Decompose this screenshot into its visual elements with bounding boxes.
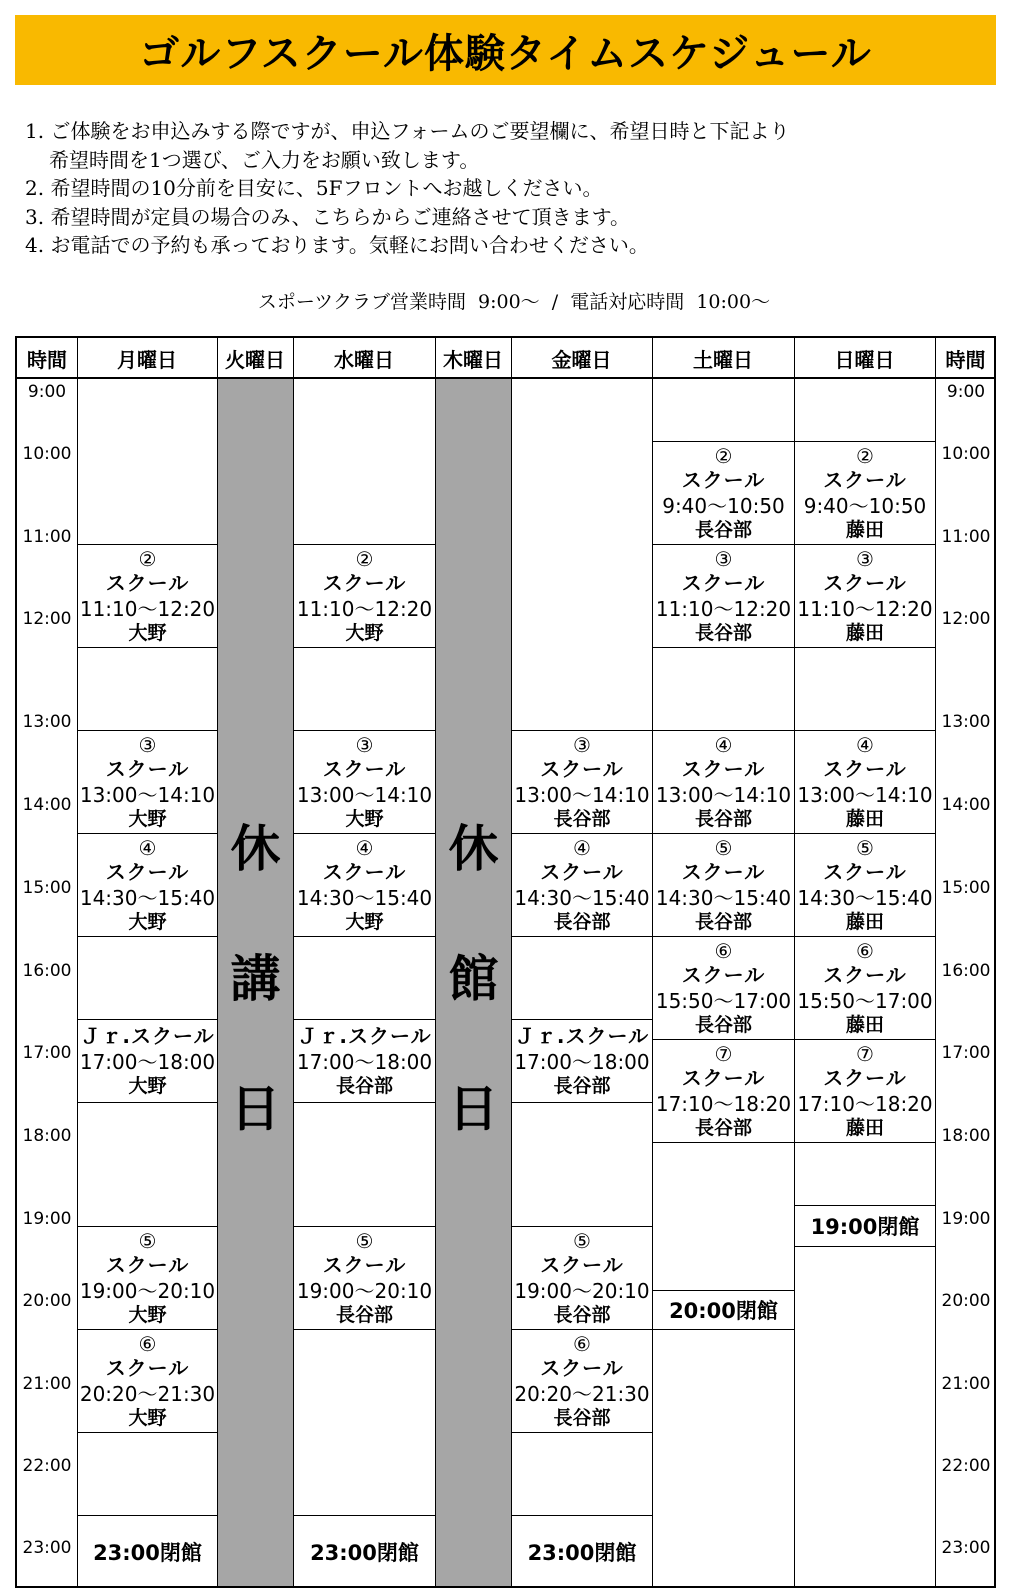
- time-label: 14:00: [22, 795, 72, 815]
- time-label: 15:00: [941, 878, 991, 898]
- lesson-instructor: 大野: [345, 622, 384, 644]
- time-label: 13:00: [22, 712, 72, 732]
- time-label: 22:00: [941, 1456, 991, 1476]
- lesson-slot: [653, 730, 794, 834]
- lesson-name: スクール: [823, 757, 907, 781]
- time-label: 22:00: [22, 1456, 72, 1476]
- time-label: 15:00: [22, 878, 72, 898]
- closed-char: 講: [230, 950, 281, 1008]
- header-friday: 金曜日: [551, 347, 612, 372]
- schedule-table: [15, 336, 996, 1588]
- closing-time: 19:00閉館: [795, 1205, 935, 1247]
- lesson-name: スクール: [322, 757, 407, 781]
- lesson-instructor: 長谷部: [335, 1075, 393, 1097]
- lesson-slot: [653, 833, 794, 937]
- time-label: 17:00: [941, 1043, 991, 1063]
- lesson-instructor: 長谷部: [553, 808, 611, 830]
- lesson-number: ⑥: [573, 1332, 591, 1356]
- lesson-slot: [795, 833, 935, 937]
- lesson-number: ⑤: [856, 836, 874, 860]
- time-label: 17:00: [22, 1043, 72, 1063]
- lesson-time: 20:20～21:30: [79, 1382, 216, 1406]
- time-label: 16:00: [22, 961, 72, 981]
- time-label: 16:00: [941, 961, 991, 981]
- note-2: 2. 希望時間の10分前を目安に、5Fフロントへお越しください。: [25, 176, 603, 201]
- header-time-right: 時間: [945, 347, 986, 372]
- lesson-slot: [653, 936, 794, 1040]
- lesson-slot: [78, 1329, 217, 1433]
- lesson-number: ⑤: [714, 836, 733, 860]
- lesson-slot: [795, 441, 935, 545]
- lesson-name: スクール: [823, 571, 907, 595]
- lesson-time: 17:00～18:00: [514, 1050, 650, 1074]
- time-label: 18:00: [941, 1126, 991, 1146]
- lesson-name: スクール: [823, 963, 907, 987]
- lesson-time: 17:10～18:20: [797, 1092, 933, 1116]
- lesson-name: スクール: [105, 1356, 190, 1380]
- lesson-name: スクール: [322, 860, 407, 884]
- lesson-time: 9:40～10:50: [803, 494, 927, 518]
- lesson-number: ④: [573, 836, 591, 860]
- lesson-number: ②: [714, 444, 733, 468]
- lesson-number: ③: [714, 547, 733, 571]
- lesson-instructor: 長谷部: [694, 911, 752, 933]
- lesson-slot: [795, 730, 935, 834]
- tuesday-closed-column: [218, 379, 293, 1586]
- lesson-name: Ｊｒ.スクール: [514, 1024, 650, 1048]
- closing-time: 23:00閉館: [294, 1515, 435, 1588]
- lesson-number: ②: [355, 547, 374, 571]
- lesson-time: 15:50～17:00: [655, 989, 792, 1013]
- lesson-number: ③: [355, 733, 374, 757]
- lesson-name: スクール: [681, 963, 766, 987]
- lesson-name: スクール: [681, 757, 766, 781]
- lesson-instructor: 長谷部: [694, 519, 752, 541]
- time-label: 20:00: [22, 1291, 72, 1311]
- lesson-name: スクール: [540, 1253, 624, 1277]
- lesson-time: 19:00～20:10: [296, 1279, 433, 1303]
- closed-char: 日: [448, 1080, 499, 1138]
- lesson-time: 20:20～21:30: [514, 1382, 650, 1406]
- lesson-instructor: 大野: [128, 1304, 167, 1326]
- note-3: 3. 希望時間が定員の場合のみ、こちらからご連絡させて頂きます。: [25, 204, 631, 229]
- lesson-number: ⑦: [856, 1042, 874, 1066]
- lesson-slot: [512, 1226, 652, 1330]
- lesson-slot: [653, 441, 794, 545]
- lesson-name: スクール: [322, 1253, 407, 1277]
- jr-lesson-slot: [78, 1019, 217, 1103]
- lesson-time: 13:00～14:10: [797, 783, 933, 807]
- title-banner: [15, 15, 996, 85]
- lesson-slot: [78, 833, 217, 937]
- lesson-slot: [78, 730, 217, 834]
- time-label: 11:00: [941, 527, 991, 547]
- lesson-instructor: 長谷部: [694, 1117, 752, 1139]
- lesson-number: ③: [138, 733, 157, 757]
- closed-char: 休: [448, 820, 499, 878]
- lesson-instructor: 大野: [128, 808, 167, 830]
- lesson-instructor: 藤田: [845, 911, 884, 933]
- time-label: 19:00: [22, 1209, 72, 1229]
- lesson-instructor: 大野: [345, 911, 384, 933]
- lesson-time: 13:00～14:10: [296, 783, 433, 807]
- lesson-time: 17:10～18:20: [655, 1092, 792, 1116]
- lesson-slot: [294, 1226, 435, 1330]
- time-label: 21:00: [22, 1374, 72, 1394]
- lesson-slot: [78, 1226, 217, 1330]
- lesson-time: 14:30～15:40: [797, 886, 933, 910]
- time-label: 10:00: [22, 444, 72, 464]
- lesson-instructor: 長谷部: [553, 1407, 611, 1429]
- header-time-left: 時間: [27, 347, 67, 372]
- lesson-number: ⑤: [138, 1229, 157, 1253]
- lesson-name: スクール: [105, 571, 190, 595]
- lesson-time: 14:30～15:40: [655, 886, 792, 910]
- lesson-name: スクール: [823, 468, 907, 492]
- lesson-time: 11:10～12:20: [797, 597, 933, 621]
- lesson-instructor: 長谷部: [335, 1304, 393, 1326]
- lesson-time: 19:00～20:10: [514, 1279, 650, 1303]
- lesson-slot: [512, 1329, 652, 1433]
- lesson-instructor: 長谷部: [553, 911, 611, 933]
- lesson-instructor: 長谷部: [553, 1075, 611, 1097]
- lesson-number: ④: [714, 733, 733, 757]
- lesson-instructor: 藤田: [845, 622, 884, 644]
- lesson-name: スクール: [823, 1066, 907, 1090]
- col-divider: [293, 338, 294, 1586]
- lesson-number: ④: [138, 836, 157, 860]
- note-4: 4. お電話での予約も承っております。気軽にお問い合わせください。: [25, 233, 649, 258]
- jr-lesson-slot: [294, 1019, 435, 1103]
- header-saturday: 土曜日: [693, 347, 753, 372]
- lesson-time: 11:10～12:20: [79, 597, 216, 621]
- note-1: 1. ご体験をお申込みする際ですが、申込フォームのご要望欄に、希望日時と下記より: [25, 119, 790, 143]
- lesson-name: スクール: [322, 571, 407, 595]
- time-label: 9:00: [27, 382, 67, 402]
- lesson-name: スクール: [105, 1253, 190, 1277]
- time-label: 10:00: [941, 444, 991, 464]
- lesson-slot: [78, 544, 217, 648]
- lesson-name: スクール: [105, 860, 190, 884]
- lesson-time: 11:10～12:20: [296, 597, 433, 621]
- lesson-instructor: 藤田: [845, 1117, 884, 1139]
- lesson-name: スクール: [540, 757, 624, 781]
- lesson-name: Ｊｒ.スクール: [80, 1024, 215, 1048]
- business-hours: スポーツクラブ営業時間 9:00～ / 電話対応時間 10:00～: [257, 291, 771, 313]
- instructions: [25, 117, 1015, 260]
- lesson-name: スクール: [681, 571, 766, 595]
- lesson-number: ②: [138, 547, 157, 571]
- time-label: 14:00: [941, 795, 991, 815]
- closed-char: 館: [448, 950, 499, 1008]
- lesson-slot: [653, 1039, 794, 1143]
- lesson-name: スクール: [823, 860, 907, 884]
- lesson-name: スクール: [681, 468, 766, 492]
- time-label: 13:00: [941, 712, 991, 732]
- lesson-time: 14:30～15:40: [514, 886, 650, 910]
- time-label: 12:00: [22, 609, 72, 629]
- lesson-slot: [294, 730, 435, 834]
- closing-time: 23:00閉館: [512, 1515, 652, 1588]
- lesson-time: 9:40～10:50: [662, 494, 785, 518]
- closing-time: 20:00閉館: [653, 1290, 794, 1330]
- lesson-time: 13:00～14:10: [655, 783, 792, 807]
- lesson-name: スクール: [681, 860, 766, 884]
- time-label: 21:00: [941, 1374, 991, 1394]
- closed-char: 日: [230, 1080, 281, 1138]
- lesson-slot: [294, 833, 435, 937]
- lesson-name: スクール: [681, 1066, 766, 1090]
- time-label: 12:00: [941, 609, 991, 629]
- lesson-instructor: 藤田: [845, 808, 884, 830]
- lesson-name: スクール: [540, 860, 624, 884]
- lesson-time: 17:00～18:00: [296, 1050, 433, 1074]
- jr-lesson-slot: [512, 1019, 652, 1103]
- time-label: 9:00: [946, 382, 986, 402]
- closed-char: 休: [230, 820, 281, 878]
- lesson-number: ⑦: [714, 1042, 733, 1066]
- header-wednesday: 水曜日: [334, 347, 394, 372]
- lesson-slot: [653, 544, 794, 648]
- lesson-number: ⑥: [714, 939, 733, 963]
- lesson-instructor: 長谷部: [553, 1304, 611, 1326]
- lesson-time: 14:30～15:40: [296, 886, 433, 910]
- lesson-slot: [512, 730, 652, 834]
- lesson-name: スクール: [105, 757, 190, 781]
- lesson-number: ④: [856, 733, 874, 757]
- lesson-time: 14:30～15:40: [79, 886, 216, 910]
- lesson-time: 11:10～12:20: [655, 597, 792, 621]
- lesson-number: ④: [355, 836, 374, 860]
- lesson-number: ③: [573, 733, 591, 757]
- time-label: 18:00: [22, 1126, 72, 1146]
- closing-time: 23:00閉館: [78, 1515, 217, 1588]
- lesson-time: 19:00～20:10: [79, 1279, 216, 1303]
- lesson-instructor: 藤田: [845, 519, 884, 541]
- header-thursday: 木曜日: [443, 347, 503, 372]
- lesson-slot: [294, 544, 435, 648]
- lesson-instructor: 長谷部: [694, 622, 752, 644]
- lesson-name: Ｊｒ.スクール: [297, 1024, 432, 1048]
- lesson-name: スクール: [540, 1356, 624, 1380]
- lesson-number: ⑤: [573, 1229, 591, 1253]
- lesson-instructor: 大野: [128, 1075, 167, 1097]
- lesson-number: ⑥: [138, 1332, 157, 1356]
- lesson-slot: [512, 833, 652, 937]
- lesson-instructor: 長谷部: [694, 808, 752, 830]
- lesson-instructor: 大野: [128, 622, 167, 644]
- time-label: 19:00: [941, 1209, 991, 1229]
- lesson-number: ③: [856, 547, 874, 571]
- lesson-time: 15:50～17:00: [797, 989, 933, 1013]
- header-tuesday: 火曜日: [225, 347, 285, 372]
- lesson-slot: [795, 936, 935, 1040]
- header-sunday: 日曜日: [834, 347, 895, 372]
- thursday-closed-column: [436, 379, 511, 1586]
- note-1-cont: 希望時間を1つ選び、ご入力をお願い致します。: [49, 147, 480, 172]
- time-label: 11:00: [22, 527, 72, 547]
- lesson-time: 13:00～14:10: [79, 783, 216, 807]
- lesson-slot: [795, 1039, 935, 1143]
- page-title: ゴルフスクール体験タイムスケジュール: [139, 30, 872, 77]
- lesson-instructor: 大野: [345, 808, 384, 830]
- lesson-slot: [795, 544, 935, 648]
- time-label: 20:00: [941, 1291, 991, 1311]
- lesson-instructor: 大野: [128, 1407, 167, 1429]
- time-label: 23:00: [22, 1538, 72, 1558]
- lesson-instructor: 長谷部: [694, 1014, 752, 1036]
- lesson-time: 13:00～14:10: [514, 783, 650, 807]
- time-label: 23:00: [941, 1538, 991, 1558]
- lesson-number: ⑤: [355, 1229, 374, 1253]
- lesson-number: ⑥: [856, 939, 874, 963]
- lesson-number: ②: [856, 444, 874, 468]
- lesson-instructor: 大野: [128, 911, 167, 933]
- lesson-instructor: 藤田: [845, 1014, 884, 1036]
- header-monday: 月曜日: [117, 347, 177, 372]
- lesson-time: 17:00～18:00: [79, 1050, 216, 1074]
